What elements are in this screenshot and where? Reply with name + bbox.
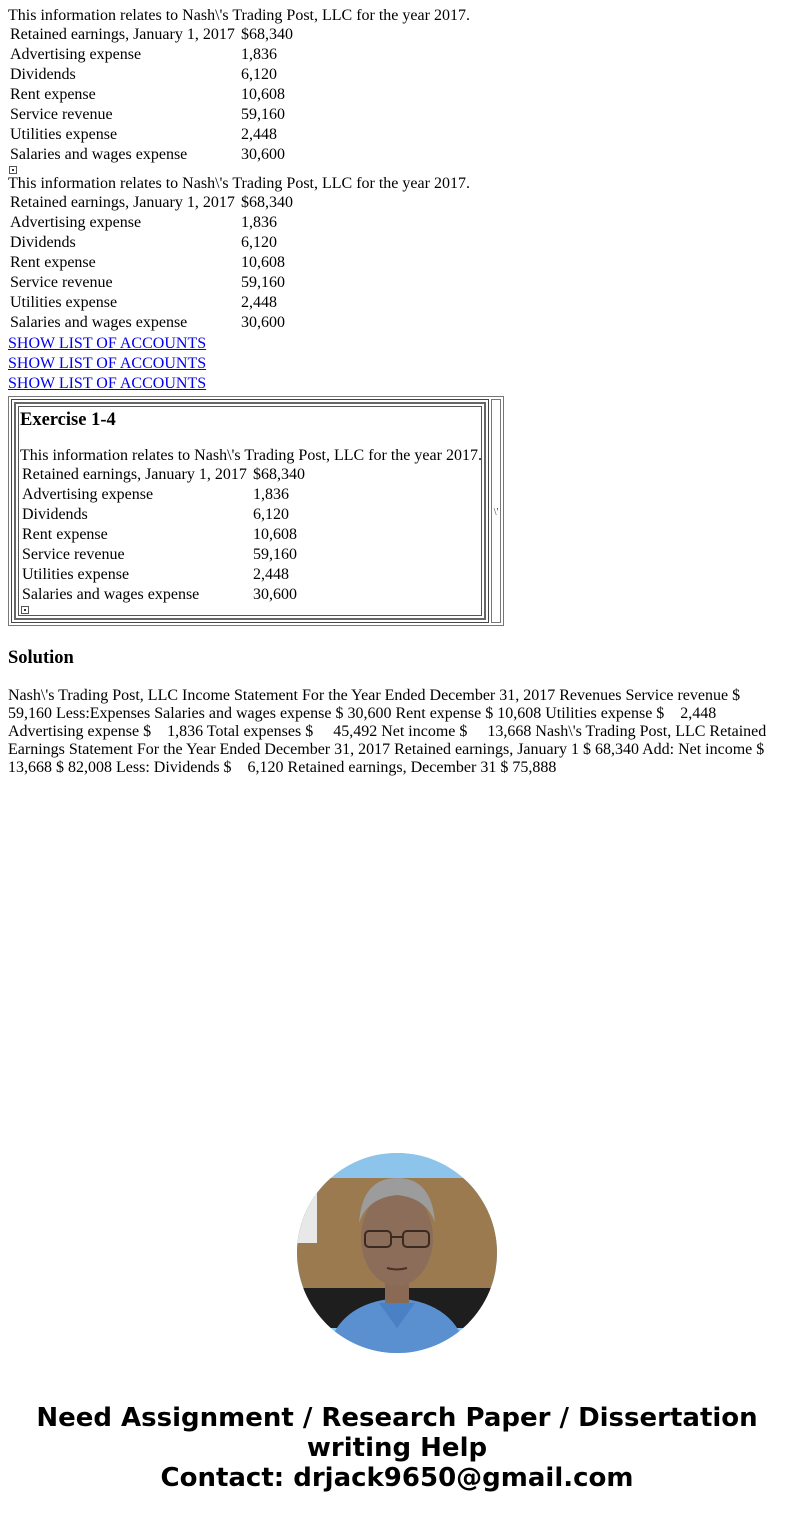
account-label: Retained earnings, January 1, 2017	[10, 26, 235, 43]
accounts-table	[20, 464, 307, 606]
account-value: 30,600	[241, 146, 285, 163]
cta-line-1: Need Assignment / Research Paper / Dissertation	[36, 1403, 758, 1433]
exercise-border	[14, 402, 486, 620]
table-row	[22, 586, 305, 604]
exercise-inner-border	[18, 406, 482, 616]
account-label: Retained earnings, January 1, 2017	[10, 194, 235, 211]
account-label: Advertising expense	[10, 214, 142, 231]
table-row	[10, 214, 293, 232]
document-body	[8, 6, 786, 394]
exercise-content	[20, 407, 482, 614]
account-label: Service revenue	[10, 106, 113, 123]
broken-image-icon	[21, 606, 29, 614]
table-row	[10, 294, 293, 312]
account-label: Advertising expense	[22, 486, 154, 503]
account-label: Salaries and wages expense	[10, 314, 188, 331]
table-row	[10, 194, 293, 212]
account-value: 6,120	[253, 506, 289, 523]
account-value: 2,448	[241, 294, 277, 311]
account-label: Service revenue	[22, 546, 125, 563]
exercise-cell	[11, 399, 489, 623]
account-value: 1,836	[253, 486, 289, 503]
broken-image-icon	[9, 166, 17, 174]
show-list-of-accounts-link[interactable]: SHOW LIST OF ACCOUNTS	[8, 355, 207, 372]
solution-text: Nash\'s Trading Post, LLC Income Statement For the Year Ended December 31, 2017 Revenues Service revenue $ 59,160 Less:Expenses Salaries and wages expense $ 30,600 Rent expense $ 10,608 Utilities expense $ 2,448 Advertising expense $ 1,836 Total expenses $ 45,492 Net income $ 13,668 Nash\'s Trading Post, LLC Retained Earnings Statement For the Year Ended December 31, 2017 Retained earnings, January 1 $ 68,340 Add: Net income $ 13,668 $ 82,008 Less: Dividends $ 6,120 Retained earnings, December 31 $ 75,888	[8, 687, 771, 776]
account-value: 10,608	[241, 254, 285, 271]
account-label: Salaries and wages expense	[10, 146, 188, 163]
table-row	[10, 26, 293, 44]
table-row	[22, 526, 305, 544]
side-cell: \'	[491, 399, 501, 623]
table-row	[22, 506, 305, 524]
account-value: $68,340	[241, 194, 293, 211]
exercise-title: Exercise 1-4	[20, 410, 116, 430]
table-row	[10, 274, 293, 292]
account-value: 10,608	[241, 86, 285, 103]
account-value: 30,600	[241, 314, 285, 331]
avatar-portrait-icon	[297, 1153, 497, 1353]
table-row	[22, 466, 305, 484]
account-value: 59,160	[241, 274, 285, 291]
show-list-of-accounts-link[interactable]: SHOW LIST OF ACCOUNTS	[8, 335, 207, 352]
exercise-frame	[8, 396, 504, 626]
account-value: $68,340	[253, 466, 305, 483]
intro-text: This information relates to Nash\'s Trading Post, LLC for the year 2017.	[20, 447, 482, 464]
solution-title: Solution	[8, 648, 74, 668]
table-row	[10, 106, 293, 124]
account-value: 59,160	[241, 106, 285, 123]
account-value: 1,836	[241, 214, 277, 231]
account-label: Rent expense	[22, 526, 108, 543]
table-row	[10, 146, 293, 164]
table-row	[10, 314, 293, 332]
table-row	[10, 254, 293, 272]
account-label: Rent expense	[10, 86, 96, 103]
intro-text: This information relates to Nash\'s Trading Post, LLC for the year 2017.	[8, 175, 470, 192]
account-label: Dividends	[10, 66, 76, 83]
cta-line-3: Contact: drjack9650@gmail.com	[160, 1463, 634, 1493]
accounts-table	[8, 24, 295, 166]
account-label: Retained earnings, January 1, 2017	[22, 466, 247, 483]
account-value: 1,836	[241, 46, 277, 63]
account-value: 2,448	[241, 126, 277, 143]
table-row	[22, 566, 305, 584]
account-label: Utilities expense	[10, 294, 118, 311]
table-row	[10, 66, 293, 84]
account-label: Rent expense	[10, 254, 96, 271]
account-label: Salaries and wages expense	[22, 586, 200, 603]
account-label: Service revenue	[10, 274, 113, 291]
account-value: 6,120	[241, 66, 277, 83]
table-row	[10, 126, 293, 144]
show-list-of-accounts-link[interactable]: SHOW LIST OF ACCOUNTS	[8, 375, 207, 392]
account-value: $68,340	[241, 26, 293, 43]
table-row	[22, 546, 305, 564]
table-row	[10, 234, 293, 252]
account-value: 10,608	[253, 526, 297, 543]
contact-banner	[0, 1403, 794, 1493]
accounts-table	[8, 192, 295, 334]
account-label: Utilities expense	[10, 126, 118, 143]
account-value: 2,448	[253, 566, 289, 583]
author-avatar	[297, 1153, 497, 1353]
account-label: Dividends	[22, 506, 88, 523]
account-value: 6,120	[241, 234, 277, 251]
account-value: 59,160	[253, 546, 297, 563]
account-label: Advertising expense	[10, 46, 142, 63]
table-row	[22, 486, 305, 504]
cta-line-2: writing Help	[306, 1433, 488, 1463]
intro-text: This information relates to Nash\'s Trading Post, LLC for the year 2017.	[8, 7, 470, 24]
account-label: Dividends	[10, 234, 76, 251]
account-value: 30,600	[253, 586, 297, 603]
account-label: Utilities expense	[22, 566, 130, 583]
table-row	[10, 86, 293, 104]
table-row	[10, 46, 293, 64]
